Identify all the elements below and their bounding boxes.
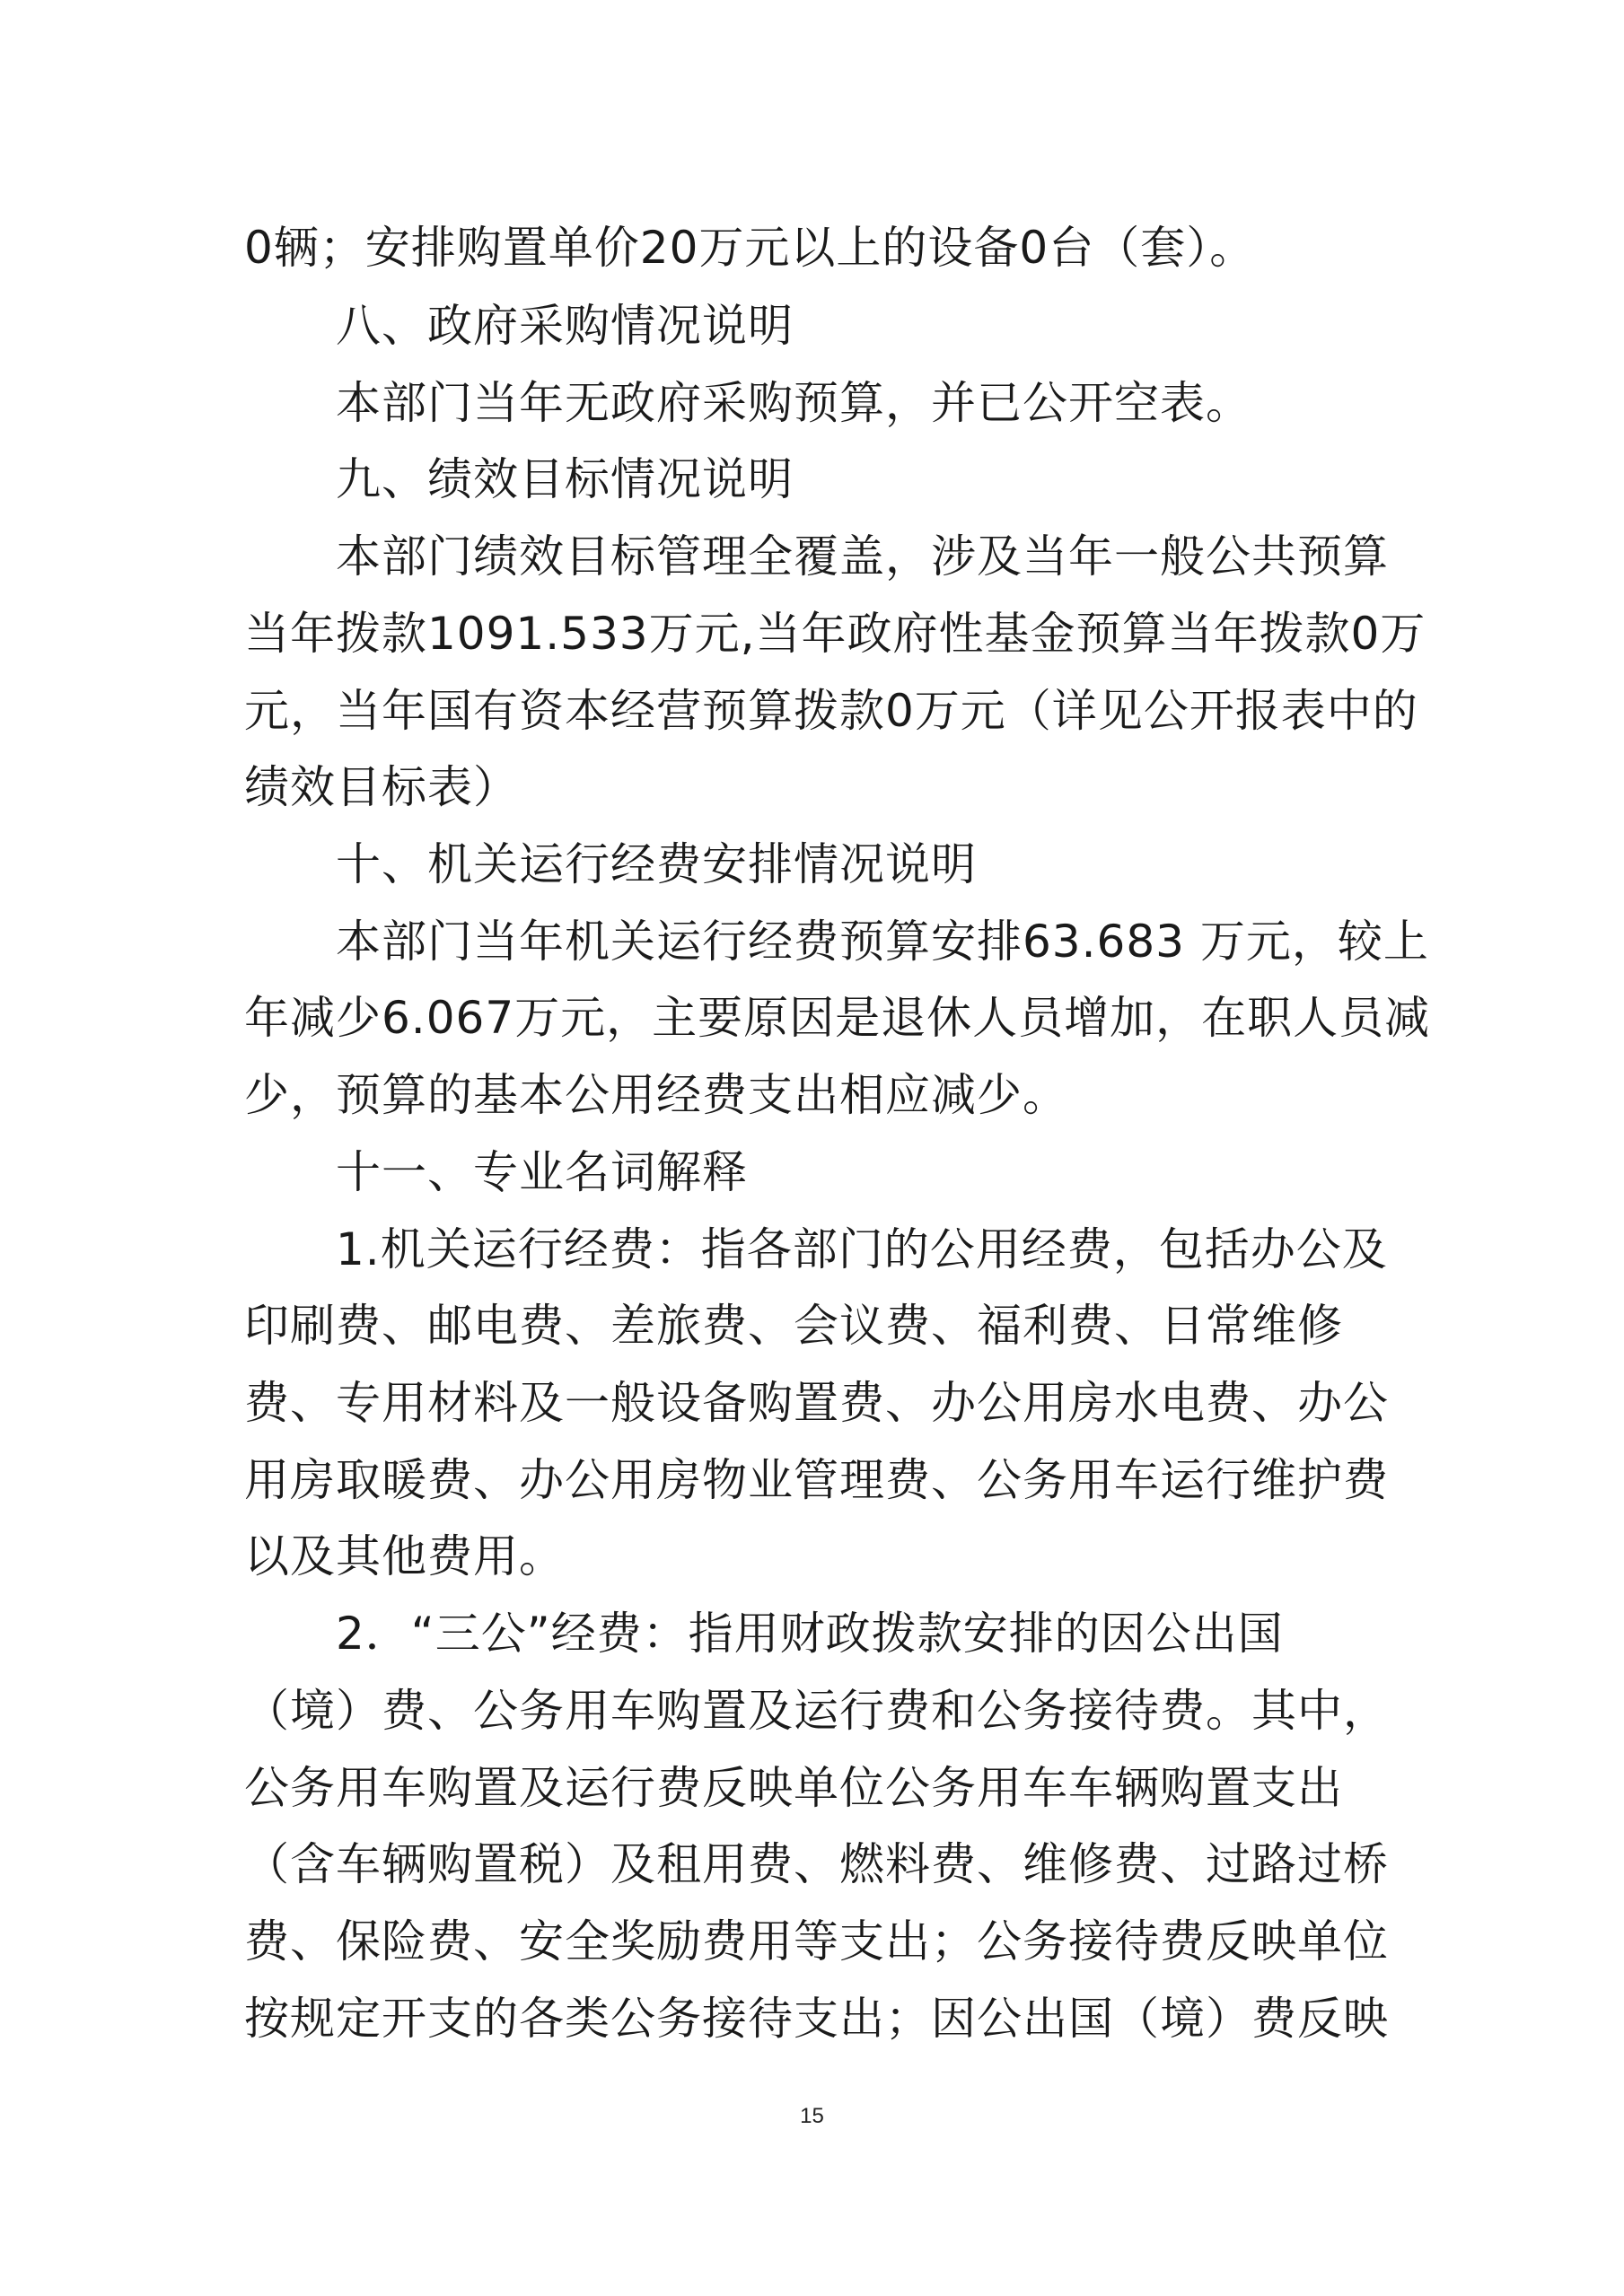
text-line: 本部门当年无政府采购预算，并已公开空表。 [336, 377, 1251, 429]
text-line: 费、保险费、安全奖励费用等支出；公务接待费反映单位 [244, 1915, 1389, 1967]
text-line: 公务用车购置及运行费反映单位公务用车车辆购置支出 [244, 1762, 1343, 1814]
section-heading: 九、绩效目标情况说明 [336, 453, 794, 505]
text-line: 印刷费、邮电费、差旅费、会议费、福利费、日常维修 [244, 1300, 1343, 1352]
text-line: 用房取暖费、办公用房物业管理费、公务用车运行维护费 [244, 1454, 1389, 1506]
text-line: 元，当年国有资本经营预算拨款0万元（详见公开报表中的 [244, 685, 1418, 737]
text-line: 绩效目标表） [244, 761, 519, 813]
text-line: 当年拨款1091.533万元,当年政府性基金预算当年拨款0万 [244, 608, 1426, 660]
text-line: 2．“三公”经费：指用财政拨款安排的因公出国 [336, 1608, 1284, 1660]
text-line: 本部门当年机关运行经费预算安排63.683 万元，较上 [336, 916, 1429, 968]
section-heading: 八、政府采购情况说明 [336, 300, 794, 352]
text-line: 以及其他费用。 [244, 1530, 565, 1582]
text-line: 0辆；安排购置单价20万元以上的设备0台（套）。 [244, 222, 1256, 274]
text-line: 1.机关运行经费：指各部门的公用经费，包括办公及 [336, 1223, 1388, 1275]
text-line: 少，预算的基本公用经费支出相应减少。 [244, 1069, 1068, 1121]
text-line: 按规定开支的各类公务接待支出；因公出国（境）费反映 [244, 1993, 1389, 2045]
text-line: 本部门绩效目标管理全覆盖，涉及当年一般公共预算 [336, 530, 1389, 583]
page-number: 15 [800, 2104, 824, 2128]
text-line: （境）费、公务用车购置及运行费和公务接待费。其中， [244, 1685, 1389, 1737]
text-line: 年减少6.067万元，主要原因是退休人员增加，在职人员减 [244, 992, 1431, 1044]
section-heading: 十、机关运行经费安排情况说明 [336, 838, 977, 890]
text-line: （含车辆购置税）及租用费、燃料费、维修费、过路过桥 [244, 1838, 1389, 1890]
section-heading: 十一、专业名词解释 [336, 1146, 748, 1198]
text-line: 费、专用材料及一般设备购置费、办公用房水电费、办公 [244, 1377, 1389, 1429]
